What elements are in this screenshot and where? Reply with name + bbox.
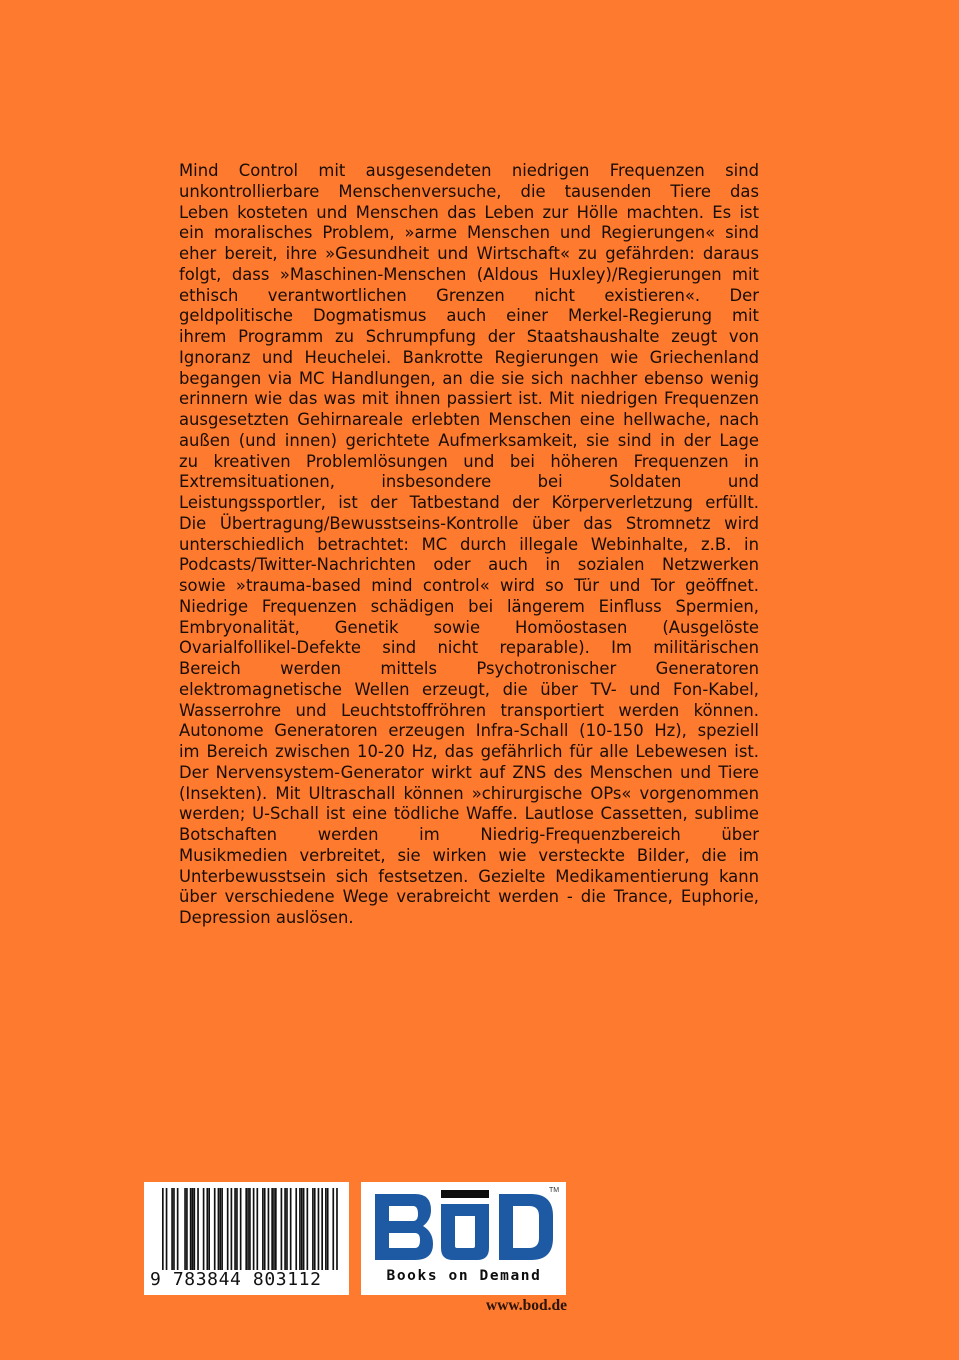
logo-tagline: Books on Demand (386, 1268, 542, 1284)
blurb-line: Unterbewusstsein sich festsetzen. Gezielte Medikamentierung kann (179, 866, 759, 886)
blurb-line: eher bereit, ihre »Gesundheit und Wirtschaft« zu gefährden: daraus (179, 244, 759, 263)
blurb-line: folgt, dass »Maschinen-Menschen (Aldous Huxley)/Regierungen mit (179, 264, 759, 284)
blurb-line: Leben kosteten und Menschen das Leben zur Hölle machten. Es ist (179, 202, 759, 222)
blurb-line: zu kreativen Problemlösungen und bei höheren Frequenzen in (179, 451, 759, 471)
blurb-line: Der Nervensystem-Generator wirkt auf ZNS des Menschen und Tiere (179, 762, 759, 782)
bod-logo-letters (371, 1190, 557, 1264)
blurb-line: Ignoranz und Heuchelei. Bankrotte Regierungen wie Griechenland (179, 347, 759, 367)
bod-logo (361, 1182, 566, 1295)
blurb-line: unkontrollierbare Menschenversuche, die tausenden Tiere das (179, 181, 759, 201)
blurb-line: (Insekten). Mit Ultraschall können »chirurgische OPs« vorgenommen (179, 783, 759, 803)
blurb-line: Leistungssportler, ist der Tatbestand der Körperverletzung erfüllt. (179, 493, 759, 512)
blurb-line: Wasserrohre und Leuchtstoffröhren transportiert werden können. (179, 700, 759, 720)
blurb-line: Extremsituationen, insbesondere bei Soldaten und (179, 472, 759, 492)
blurb-line: Botschaften werden im Niedrig-Frequenzbereich über (179, 825, 759, 844)
blurb-line: sowie »trauma-based mind control« wird so Tür und Tor geöffnet. (179, 576, 759, 595)
blurb-line: erinnern wie das was mit ihnen passiert ist. Mit niedrigen Frequenzen (179, 389, 759, 409)
blurb-line: ausgesetzten Gehirnareale erlebten Menschen eine hellwache, nach (179, 410, 759, 429)
blurb-line: im Bereich zwischen 10-20 Hz, das gefährlich für alle Lebewesen ist. (179, 742, 759, 761)
blurb-line: ethisch verantwortlichen Grenzen nicht existieren«. Der (179, 285, 759, 305)
publisher-url: www.bod.de (486, 1297, 567, 1314)
blurb-line: werden; U-Schall ist eine tödliche Waffe. Lautlose Cassetten, sublime (179, 804, 759, 824)
blurb-line: Musikmedien verbreitet, sie wirken wie versteckte Bilder, die im (179, 845, 759, 865)
blurb-line: Embryonalität, Genetik sowie Homöostasen (Ausgelöste (179, 617, 759, 637)
trademark-mark: TM (549, 1187, 560, 1194)
blurb-line: Podcasts/Twitter-Nachrichten oder auch in sozialen Netzwerken (179, 555, 759, 575)
blurb-line: elektromagnetische Wellen erzeugt, die über TV- und Fon-Kabel, (179, 679, 759, 699)
blurb-line: über verschiedene Wege verabreicht werden - die Trance, Euphorie, (179, 887, 759, 907)
blurb-line: ein moralisches Problem, »arme Menschen und Regierungen« sind (179, 223, 759, 243)
blurb-text (179, 161, 759, 929)
blurb-line: Niedrige Frequenzen schädigen bei längerem Einfluss Spermien, (179, 596, 759, 616)
isbn-digits: 9 783844 803112 (150, 1269, 322, 1290)
blurb-line: geldpolitische Dogmatismus auch einer Merkel-Regierung mit (179, 306, 759, 326)
blurb-line: Mind Control mit ausgesendeten niedrigen Frequenzen sind (179, 161, 759, 180)
isbn-barcode (144, 1182, 349, 1295)
blurb-line: ihrem Programm zu Schrumpfung der Staatshaushalte zeugt von (179, 327, 759, 346)
blurb-line: Die Übertragung/Bewusstseins-Kontrolle über das Stromnetz wird (179, 513, 759, 533)
blurb-line: begangen via MC Handlungen, an die sie sich nachher ebenso wenig (179, 368, 759, 388)
blurb-line: Bereich werden mittels Psychotronischer Generatoren (179, 659, 759, 678)
blurb-line: Autonome Generatoren erzeugen Infra-Schall (10-150 Hz), speziell (179, 721, 759, 741)
blurb-line: Ovarialfollikel-Defekte sind nicht reparable). Im militärischen (179, 638, 759, 658)
blurb-line: unterschiedlich betrachtet: MC durch illegale Webinhalte, z.B. in (179, 534, 759, 554)
blurb-line: außen (und innen) gerichtete Aufmerksamkeit, sie sind in der Lage (179, 430, 759, 450)
blurb-line: Depression auslösen. (179, 908, 354, 927)
barcode-bars-graphic (162, 1188, 338, 1270)
